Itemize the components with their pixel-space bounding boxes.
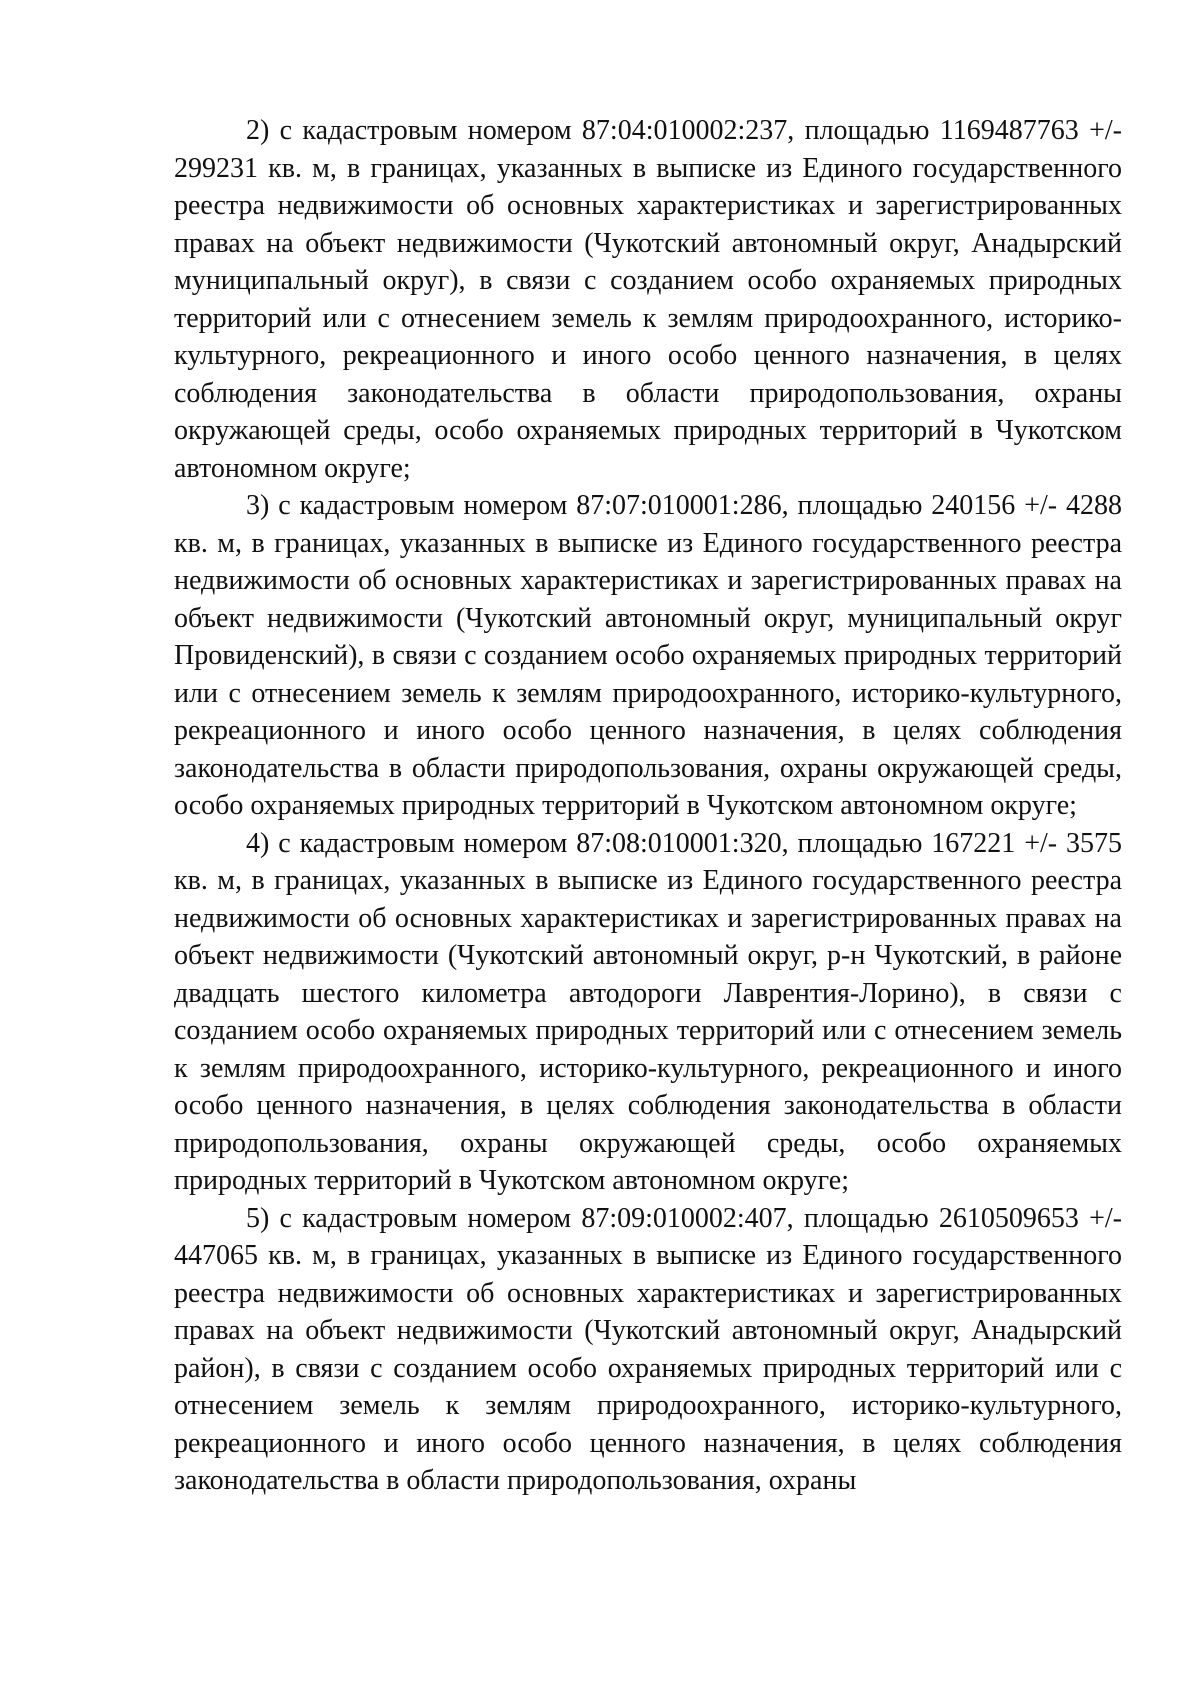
list-item-5: 5) с кадастровым номером 87:09:010002:407, площадью 2610509653 +/- 447065 кв. м, в границах, указанных в выписке из Единого государственного реестра недвижимости об основных характеристиках и зарегистрированных правах на объект недвижимости (Чукотский автономный округ, Анадырский район), в связи с созданием особо охраняемых природных территорий или с отнесением земель к землям природоохранного, историко-культурного, рекреационного и иного особо ценного назначения, в целях соблюдения законодательства в области природопользования, охраны (174, 1202, 1122, 1496)
document-page (174, 112, 1122, 1500)
list-item-2: 2) с кадастровым номером 87:04:010002:237, площадью 1169487763 +/- 299231 кв. м, в границах, указанных в выписке из Единого государственного реестра недвижимости об основных характеристиках и зарегистрированных правах на объект недвижимости (Чукотский автономный округ, Анадырский муниципальный округ), в связи с созданием особо охраняемых природных территорий или с отнесением земель к землям природоохранного, историко-культурного, рекреационного и иного особо ценного назначения, в целях соблюдения законодательства в области природопользования, охраны окружающей среды, особо охраняемых природных территорий в Чукотском автономном округе; (174, 115, 1122, 484)
list-item-4: 4) с кадастровым номером 87:08:010001:320, площадью 167221 +/- 3575 кв. м, в границах, указанных в выписке из Единого государственного реестра недвижимости об основных характеристиках и зарегистрированных правах на объект недвижимости (Чукотский автономный округ, р-н Чукотский, в районе двадцать шестого километра автодороги Лаврентия-Лорино), в связи с созданием особо охраняемых природных территорий или с отнесением земель к землям природоохранного, историко-культурного, рекреационного и иного особо ценного назначения, в целях соблюдения законодательства в области природопользования, охраны окружающей среды, особо охраняемых природных территорий в Чукотском автономном округе; (174, 827, 1122, 1196)
list-item-3: 3) с кадастровым номером 87:07:010001:286, площадью 240156 +/- 4288 кв. м, в границах, указанных в выписке из Единого государственного реестра недвижимости об основных характеристиках и зарегистрированных правах на объект недвижимости (Чукотский автономный округ, муниципальный округ Провиденский), в связи с созданием особо охраняемых природных территорий или с отнесением земель к землям природоохранного, историко-культурного, рекреационного и иного особо ценного назначения, в целях соблюдения законодательства в области природопользования, охраны окружающей среды, особо охраняемых природных территорий в Чукотском автономном округе; (174, 490, 1122, 821)
